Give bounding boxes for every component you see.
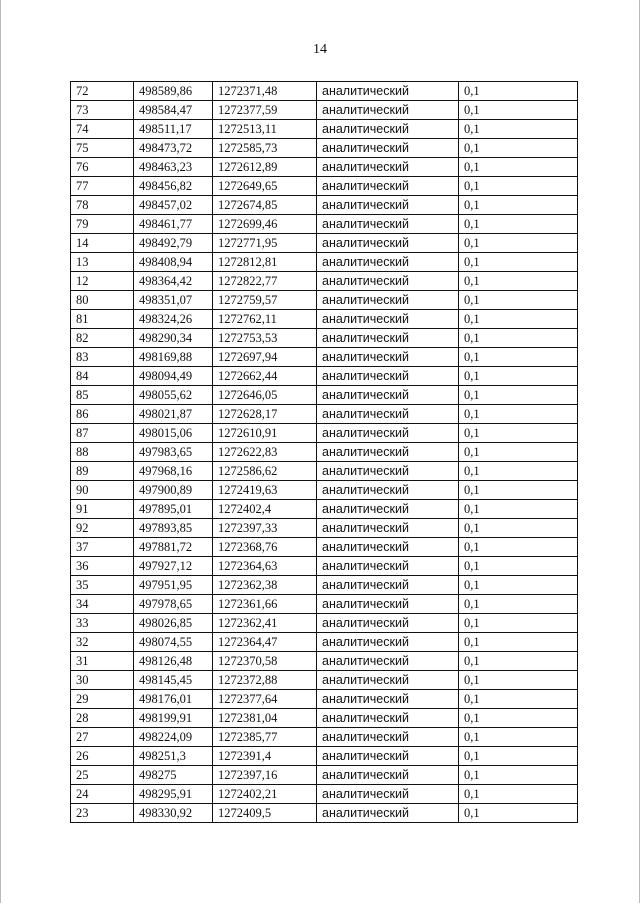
point-number-cell: 73 [71,101,134,120]
method-cell: аналитический [317,443,459,462]
method-cell: аналитический [317,177,459,196]
y-coordinate-cell: 1272649,65 [213,177,317,196]
method-cell: аналитический [317,614,459,633]
accuracy-cell: 0,1 [459,766,578,785]
point-number-cell: 76 [71,158,134,177]
table-row [71,234,578,253]
method-cell: аналитический [317,196,459,215]
point-number-cell: 34 [71,595,134,614]
y-coordinate-cell: 1272397,33 [213,519,317,538]
accuracy-cell: 0,1 [459,519,578,538]
table-row [71,557,578,576]
table-row [71,481,578,500]
y-coordinate-cell: 1272419,63 [213,481,317,500]
point-number-cell: 26 [71,747,134,766]
x-coordinate-cell: 498492,79 [134,234,213,253]
point-number-cell: 83 [71,348,134,367]
accuracy-cell: 0,1 [459,424,578,443]
accuracy-cell: 0,1 [459,215,578,234]
x-coordinate-cell: 498364,42 [134,272,213,291]
method-cell: аналитический [317,139,459,158]
x-coordinate-cell: 497983,65 [134,443,213,462]
y-coordinate-cell: 1272646,05 [213,386,317,405]
accuracy-cell: 0,1 [459,367,578,386]
table-row [71,139,578,158]
table-row [71,443,578,462]
y-coordinate-cell: 1272391,4 [213,747,317,766]
table-row [71,386,578,405]
method-cell: аналитический [317,595,459,614]
y-coordinate-cell: 1272612,89 [213,158,317,177]
point-number-cell: 37 [71,538,134,557]
table-row [71,690,578,709]
method-cell: аналитический [317,348,459,367]
point-number-cell: 78 [71,196,134,215]
method-cell: аналитический [317,804,459,823]
table-row [71,196,578,215]
point-number-cell: 80 [71,291,134,310]
point-number-cell: 82 [71,329,134,348]
accuracy-cell: 0,1 [459,405,578,424]
accuracy-cell: 0,1 [459,386,578,405]
point-number-cell: 74 [71,120,134,139]
accuracy-cell: 0,1 [459,652,578,671]
y-coordinate-cell: 1272762,11 [213,310,317,329]
accuracy-cell: 0,1 [459,310,578,329]
method-cell: аналитический [317,576,459,595]
y-coordinate-cell: 1272402,4 [213,500,317,519]
point-number-cell: 92 [71,519,134,538]
y-coordinate-cell: 1272370,58 [213,652,317,671]
x-coordinate-cell: 498295,91 [134,785,213,804]
method-cell: аналитический [317,766,459,785]
x-coordinate-cell: 498275 [134,766,213,785]
x-coordinate-cell: 498015,06 [134,424,213,443]
accuracy-cell: 0,1 [459,177,578,196]
method-cell: аналитический [317,481,459,500]
point-number-cell: 35 [71,576,134,595]
x-coordinate-cell: 498145,45 [134,671,213,690]
point-number-cell: 72 [71,82,134,101]
method-cell: аналитический [317,557,459,576]
table-row [71,500,578,519]
point-number-cell: 75 [71,139,134,158]
method-cell: аналитический [317,215,459,234]
accuracy-cell: 0,1 [459,443,578,462]
accuracy-cell: 0,1 [459,120,578,139]
point-number-cell: 30 [71,671,134,690]
x-coordinate-cell: 498026,85 [134,614,213,633]
point-number-cell: 23 [71,804,134,823]
method-cell: аналитический [317,405,459,424]
accuracy-cell: 0,1 [459,139,578,158]
y-coordinate-cell: 1272822,77 [213,272,317,291]
method-cell: аналитический [317,367,459,386]
table-row [71,424,578,443]
y-coordinate-cell: 1272372,88 [213,671,317,690]
method-cell: аналитический [317,747,459,766]
method-cell: аналитический [317,291,459,310]
x-coordinate-cell: 498473,72 [134,139,213,158]
x-coordinate-cell: 498461,77 [134,215,213,234]
y-coordinate-cell: 1272385,77 [213,728,317,747]
table-row [71,785,578,804]
point-number-cell: 90 [71,481,134,500]
y-coordinate-cell: 1272586,62 [213,462,317,481]
accuracy-cell: 0,1 [459,329,578,348]
table-row [71,120,578,139]
accuracy-cell: 0,1 [459,633,578,652]
method-cell: аналитический [317,633,459,652]
accuracy-cell: 0,1 [459,196,578,215]
table-row [71,405,578,424]
table-row [71,576,578,595]
point-number-cell: 25 [71,766,134,785]
method-cell: аналитический [317,424,459,443]
y-coordinate-cell: 1272377,64 [213,690,317,709]
accuracy-cell: 0,1 [459,671,578,690]
x-coordinate-cell: 498324,26 [134,310,213,329]
point-number-cell: 24 [71,785,134,804]
x-coordinate-cell: 497968,16 [134,462,213,481]
y-coordinate-cell: 1272759,57 [213,291,317,310]
point-number-cell: 85 [71,386,134,405]
method-cell: аналитический [317,728,459,747]
table-row [71,766,578,785]
x-coordinate-cell: 498457,02 [134,196,213,215]
y-coordinate-cell: 1272610,91 [213,424,317,443]
y-coordinate-cell: 1272409,5 [213,804,317,823]
x-coordinate-cell: 498351,07 [134,291,213,310]
table-row [71,101,578,120]
point-number-cell: 88 [71,443,134,462]
accuracy-cell: 0,1 [459,728,578,747]
x-coordinate-cell: 498456,82 [134,177,213,196]
point-number-cell: 84 [71,367,134,386]
x-coordinate-cell: 498055,62 [134,386,213,405]
table-row [71,747,578,766]
x-coordinate-cell: 497893,85 [134,519,213,538]
page-number: 14 [313,42,327,57]
table-row [71,272,578,291]
method-cell: аналитический [317,234,459,253]
accuracy-cell: 0,1 [459,272,578,291]
x-coordinate-cell: 497978,65 [134,595,213,614]
x-coordinate-cell: 498330,92 [134,804,213,823]
point-number-cell: 89 [71,462,134,481]
table-row [71,177,578,196]
method-cell: аналитический [317,272,459,291]
table-row [71,709,578,728]
table-row [71,253,578,272]
x-coordinate-cell: 497881,72 [134,538,213,557]
y-coordinate-cell: 1272699,46 [213,215,317,234]
y-coordinate-cell: 1272364,47 [213,633,317,652]
table-row [71,728,578,747]
method-cell: аналитический [317,519,459,538]
table-row [71,614,578,633]
accuracy-cell: 0,1 [459,291,578,310]
x-coordinate-cell: 498094,49 [134,367,213,386]
y-coordinate-cell: 1272371,48 [213,82,317,101]
accuracy-cell: 0,1 [459,804,578,823]
accuracy-cell: 0,1 [459,709,578,728]
y-coordinate-cell: 1272368,76 [213,538,317,557]
point-number-cell: 33 [71,614,134,633]
point-number-cell: 32 [71,633,134,652]
x-coordinate-cell: 498074,55 [134,633,213,652]
y-coordinate-cell: 1272812,81 [213,253,317,272]
y-coordinate-cell: 1272674,85 [213,196,317,215]
y-coordinate-cell: 1272364,63 [213,557,317,576]
table-row [71,348,578,367]
y-coordinate-cell: 1272361,66 [213,595,317,614]
table-row [71,538,578,557]
accuracy-cell: 0,1 [459,690,578,709]
accuracy-cell: 0,1 [459,158,578,177]
table-row [71,671,578,690]
point-number-cell: 36 [71,557,134,576]
x-coordinate-cell: 498126,48 [134,652,213,671]
accuracy-cell: 0,1 [459,557,578,576]
y-coordinate-cell: 1272402,21 [213,785,317,804]
y-coordinate-cell: 1272381,04 [213,709,317,728]
method-cell: аналитический [317,101,459,120]
coordinates-table [70,81,578,823]
point-number-cell: 27 [71,728,134,747]
point-number-cell: 12 [71,272,134,291]
point-number-cell: 79 [71,215,134,234]
table-row [71,633,578,652]
accuracy-cell: 0,1 [459,576,578,595]
table-row [71,291,578,310]
accuracy-cell: 0,1 [459,785,578,804]
x-coordinate-cell: 498408,94 [134,253,213,272]
accuracy-cell: 0,1 [459,234,578,253]
x-coordinate-cell: 498584,47 [134,101,213,120]
method-cell: аналитический [317,652,459,671]
method-cell: аналитический [317,671,459,690]
accuracy-cell: 0,1 [459,481,578,500]
method-cell: аналитический [317,253,459,272]
accuracy-cell: 0,1 [459,747,578,766]
x-coordinate-cell: 498176,01 [134,690,213,709]
table-row [71,519,578,538]
accuracy-cell: 0,1 [459,462,578,481]
method-cell: аналитический [317,462,459,481]
accuracy-cell: 0,1 [459,82,578,101]
method-cell: аналитический [317,709,459,728]
x-coordinate-cell: 498511,17 [134,120,213,139]
point-number-cell: 13 [71,253,134,272]
y-coordinate-cell: 1272662,44 [213,367,317,386]
x-coordinate-cell: 497951,95 [134,576,213,595]
coordinates-table-body [71,82,578,823]
table-row [71,462,578,481]
point-number-cell: 87 [71,424,134,443]
x-coordinate-cell: 498290,34 [134,329,213,348]
y-coordinate-cell: 1272753,53 [213,329,317,348]
table-row [71,804,578,823]
method-cell: аналитический [317,538,459,557]
table-row [71,310,578,329]
table-row [71,329,578,348]
method-cell: аналитический [317,158,459,177]
x-coordinate-cell: 498589,86 [134,82,213,101]
table-row [71,595,578,614]
y-coordinate-cell: 1272628,17 [213,405,317,424]
point-number-cell: 29 [71,690,134,709]
y-coordinate-cell: 1272585,73 [213,139,317,158]
y-coordinate-cell: 1272622,83 [213,443,317,462]
method-cell: аналитический [317,785,459,804]
method-cell: аналитический [317,386,459,405]
x-coordinate-cell: 498199,91 [134,709,213,728]
x-coordinate-cell: 498463,23 [134,158,213,177]
y-coordinate-cell: 1272362,41 [213,614,317,633]
accuracy-cell: 0,1 [459,500,578,519]
point-number-cell: 81 [71,310,134,329]
point-number-cell: 28 [71,709,134,728]
method-cell: аналитический [317,690,459,709]
y-coordinate-cell: 1272697,94 [213,348,317,367]
table-row [71,158,578,177]
point-number-cell: 86 [71,405,134,424]
x-coordinate-cell: 498169,88 [134,348,213,367]
accuracy-cell: 0,1 [459,614,578,633]
method-cell: аналитический [317,500,459,519]
x-coordinate-cell: 497927,12 [134,557,213,576]
point-number-cell: 14 [71,234,134,253]
accuracy-cell: 0,1 [459,253,578,272]
y-coordinate-cell: 1272771,95 [213,234,317,253]
table-row [71,82,578,101]
y-coordinate-cell: 1272397,16 [213,766,317,785]
x-coordinate-cell: 497895,01 [134,500,213,519]
point-number-cell: 77 [71,177,134,196]
accuracy-cell: 0,1 [459,348,578,367]
y-coordinate-cell: 1272377,59 [213,101,317,120]
x-coordinate-cell: 498224,09 [134,728,213,747]
point-number-cell: 91 [71,500,134,519]
method-cell: аналитический [317,120,459,139]
table-row [71,652,578,671]
method-cell: аналитический [317,310,459,329]
y-coordinate-cell: 1272362,38 [213,576,317,595]
point-number-cell: 31 [71,652,134,671]
x-coordinate-cell: 497900,89 [134,481,213,500]
table-row [71,367,578,386]
x-coordinate-cell: 498251,3 [134,747,213,766]
method-cell: аналитический [317,82,459,101]
x-coordinate-cell: 498021,87 [134,405,213,424]
accuracy-cell: 0,1 [459,538,578,557]
accuracy-cell: 0,1 [459,595,578,614]
accuracy-cell: 0,1 [459,101,578,120]
y-coordinate-cell: 1272513,11 [213,120,317,139]
table-row [71,215,578,234]
method-cell: аналитический [317,329,459,348]
